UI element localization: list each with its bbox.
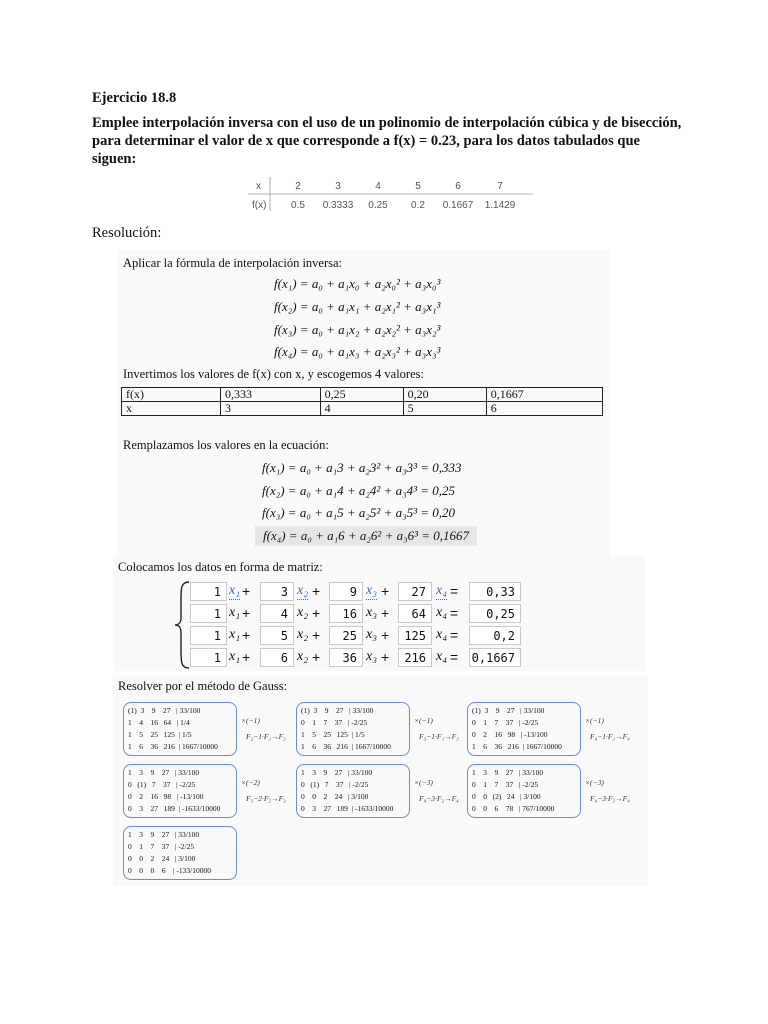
equals-sign: = (450, 649, 459, 665)
plus-sign: + (381, 583, 390, 599)
substituted-equation-2: f(x₂) = a₀ + a₁4 + a₂4² + a₃4³ = 0,25 (262, 483, 456, 498)
matrix-coefficient-cell[interactable]: 9 (329, 582, 363, 601)
gauss-matrix-row: 1 3 9 27 | 33/100 (128, 768, 200, 777)
plus-sign: + (312, 627, 321, 643)
gauss-matrix-row: 1 6 36 216 | 1667/10000 (472, 742, 562, 751)
table-fx-value: 0.3333 (322, 200, 354, 211)
matrix-coefficient-cell[interactable]: 1 (190, 582, 227, 601)
gauss-matrix-row: 0 1 7 37 | -2/25 (472, 780, 539, 789)
gauss-matrix (123, 764, 243, 820)
plus-sign: + (242, 583, 251, 599)
row-operation-note: F₃−1·F₁→F₃ (419, 732, 459, 741)
interp-equation-4: f(x₄) = a₀ + a₁x₃ + a₂x₃² + a₃x₃³ (274, 344, 441, 359)
row-multiplier-note: ×(−3) (585, 778, 604, 787)
matrix-variable-label: x₂ (297, 583, 309, 598)
plus-sign: + (312, 583, 321, 599)
matrix-variable-label: x₂ (297, 605, 309, 620)
gauss-matrix-row: (1) 3 9 27 | 33/100 (472, 706, 545, 715)
matrix-variable-label: x₁ (229, 627, 241, 642)
matrix-coefficient-cell[interactable]: 1 (190, 626, 227, 645)
matrix-variable-label: x₄ (436, 627, 448, 642)
gauss-matrix-row: 1 5 25 125 | 1/5 (301, 730, 365, 739)
matrix-coefficient-cell[interactable]: 4 (260, 604, 294, 623)
row-operation-note: F₄−3·F₂→F₄ (419, 794, 459, 803)
row-multiplier-note: ×(−3) (414, 778, 433, 787)
table-x-value: 4 (375, 181, 381, 192)
resolution-label: Resolución: (92, 225, 162, 241)
step1-title: Aplicar la fórmula de interpolación inversa: (123, 256, 343, 270)
table-x-value: 5 (415, 181, 421, 192)
table-fx-value: 1.1429 (484, 200, 516, 211)
matrix-coefficient-cell[interactable]: 16 (329, 604, 363, 623)
gauss-matrix-row: 0 1 7 37 | -2/25 (472, 718, 539, 727)
row-multiplier-note: ×(−1) (585, 716, 604, 725)
matrix-coefficient-cell[interactable]: 1 (190, 604, 227, 623)
gauss-matrix-row: 0 0 6 78 | 767/10000 (472, 804, 555, 813)
matrix-coefficient-cell[interactable]: 36 (329, 648, 363, 667)
inverted-table-row-x: x 3 4 5 6 (122, 402, 603, 416)
matrix-variable-label: x₁ (229, 583, 241, 598)
matrix-coefficient-cell[interactable]: 125 (398, 626, 432, 645)
matrix-variable-label: x₁ (229, 605, 241, 620)
matrix-result-cell[interactable]: 0,2 (469, 626, 521, 645)
matrix-coefficient-cell[interactable]: 1 (190, 648, 227, 667)
matrix-variable-label: x₃ (366, 649, 378, 664)
plus-sign: + (312, 649, 321, 665)
table-fx-value: 0.5 (291, 200, 305, 211)
gauss-matrix-row: 0 3 27 189 | -1633/10000 (128, 804, 221, 813)
interp-equation-3: f(x₃) = a₀ + a₁x₂ + a₂x₂² + a₃x₂³ (274, 322, 441, 337)
row-multiplier-note: ×(−2) (241, 778, 260, 787)
solution-steps-panel (117, 250, 610, 560)
step3-title: Remplazamos los valores en la ecuación: (123, 438, 329, 452)
gauss-matrix-row: 0 2 16 98 | -13/100 (128, 792, 204, 801)
gauss-matrix-row: 1 3 9 27 | 33/100 (472, 768, 544, 777)
plus-sign: + (312, 605, 321, 621)
inverted-table-row-fx: f(x) 0,333 0,25 0,20 0,1667 (122, 388, 603, 402)
row-multiplier-note: ×(−1) (241, 716, 260, 725)
matrix-result-cell[interactable]: 0,1667 (469, 648, 521, 667)
matrix-coefficient-cell[interactable]: 25 (329, 626, 363, 645)
matrix-form-title: Colocamos los datos en forma de matriz: (118, 560, 323, 574)
matrix-variable-label: x₁ (229, 649, 241, 664)
gauss-matrix (467, 764, 587, 820)
matrix-variable-label: x₄ (436, 605, 448, 620)
equals-sign: = (450, 583, 459, 599)
interp-equation-1: f(x₁) = a₀ + a₁x₀ + a₂x₀² + a₃x₀³ (274, 276, 441, 291)
plus-sign: + (381, 605, 390, 621)
gauss-matrix-row: 1 3 9 27 | 33/100 (301, 768, 373, 777)
gauss-matrix-row: 0 0 2 24 | 3/100 (128, 854, 196, 863)
substituted-equation-4: f(x₄) = a₀ + a₁6 + a₂6² + a₃6³ = 0,1667 (255, 526, 477, 546)
matrix-variable-label: x₄ (436, 649, 448, 664)
gauss-matrix (296, 764, 416, 820)
matrix-coefficient-cell[interactable]: 3 (260, 582, 294, 601)
gauss-matrix-row: 1 6 36 216 | 1667/10000 (301, 742, 391, 751)
gauss-matrix (123, 826, 243, 882)
problem-statement: Emplee interpolación inversa con el uso de un polinomio de interpolación cúbica y de bisección, para determinar el valor de x que corresponde a f(x) = 0.23, para los datos tabulados que siguen: (92, 115, 682, 167)
matrix-result-cell[interactable]: 0,25 (469, 604, 521, 623)
gauss-method-panel (113, 676, 648, 886)
table-fx-value: 0.1667 (442, 200, 474, 211)
plus-sign: + (242, 605, 251, 621)
inverted-values-table (121, 387, 603, 416)
table-fx-label: f(x) (252, 200, 267, 211)
gauss-matrix (296, 702, 416, 758)
gauss-matrix-row: 1 3 9 27 | 33/100 (128, 830, 200, 839)
interp-equation-2: f(x₂) = a₀ + a₁x₁ + a₂x₁² + a₃x₁³ (274, 299, 441, 314)
gauss-matrix-row: 0 0 2 24 | 3/100 (301, 792, 369, 801)
table-x-value: 3 (335, 181, 341, 192)
gauss-matrix-row: 1 6 36 216 | 1667/10000 (128, 742, 218, 751)
plus-sign: + (242, 627, 251, 643)
matrix-variable-label: x₃ (366, 605, 378, 620)
matrix-result-cell[interactable]: 0,33 (469, 582, 521, 601)
matrix-variable-label: x₂ (297, 649, 309, 664)
equals-sign: = (450, 605, 459, 621)
substituted-equation-3: f(x₃) = a₀ + a₁5 + a₂5² + a₃5³ = 0,20 (262, 505, 456, 520)
gauss-matrix (467, 702, 587, 758)
gauss-matrix-row: 0 3 27 189 | -1633/10000 (301, 804, 394, 813)
equals-sign: = (450, 627, 459, 643)
matrix-variable-label: x₃ (366, 627, 378, 642)
gauss-matrix-row: 0 2 16 98 | -13/100 (472, 730, 548, 739)
row-operation-note: F₄−3·F₃→F₄ (590, 794, 630, 803)
gauss-matrix-row: 0 0 (2) 24 | 3/100 (472, 792, 541, 801)
gauss-matrix-row: 1 5 25 125 | 1/5 (128, 730, 192, 739)
plus-sign: + (381, 649, 390, 665)
row-operation-note: F₂−1·F₁→F₂ (246, 732, 286, 741)
gauss-matrix-row: 0 0 0 6 | -133/10000 (128, 866, 211, 875)
gauss-title: Resolver por el método de Gauss: (118, 679, 288, 693)
step2-title: Invertimos los valores de f(x) con x, y escogemos 4 valores: (123, 367, 424, 381)
row-multiplier-note: ×(−1) (414, 716, 433, 725)
matrix-form-panel (113, 556, 645, 671)
gauss-matrix-row: (1) 3 9 27 | 33/100 (301, 706, 374, 715)
matrix-coefficient-cell[interactable]: 6 (260, 648, 294, 667)
table-x-value: 7 (497, 181, 503, 192)
matrix-variable-label: x₂ (297, 627, 309, 642)
table-fx-value: 0.25 (368, 200, 388, 211)
row-operation-note: F₄−1·F₁→F₄ (590, 732, 630, 741)
plus-sign: + (381, 627, 390, 643)
gauss-matrix-row: (1) 3 9 27 | 33/100 (128, 706, 201, 715)
gauss-matrix-row: 0 1 7 37 | -2/25 (128, 842, 195, 851)
tabulated-data-table (248, 175, 533, 215)
matrix-variable-label: x₃ (366, 583, 378, 598)
gauss-matrix-row: 0 (1) 7 37 | -2/25 (301, 780, 369, 789)
table-x-label: x (256, 181, 261, 192)
matrix-coefficient-cell[interactable]: 216 (398, 648, 432, 667)
exercise-heading: Ejercicio 18.8 (92, 90, 177, 106)
matrix-coefficient-cell[interactable]: 27 (398, 582, 432, 601)
matrix-variable-label: x₄ (436, 583, 448, 598)
table-x-value: 2 (295, 181, 301, 192)
gauss-matrix-row: 0 1 7 37 | -2/25 (301, 718, 368, 727)
matrix-coefficient-cell[interactable]: 64 (398, 604, 432, 623)
plus-sign: + (242, 649, 251, 665)
gauss-matrix-row: 1 4 16 64 | 1/4 (128, 718, 190, 727)
substituted-equation-1: f(x₁) = a₀ + a₁3 + a₂3² + a₃3³ = 0,333 (262, 460, 462, 475)
table-fx-value: 0.2 (411, 200, 425, 211)
matrix-coefficient-cell[interactable]: 5 (260, 626, 294, 645)
row-operation-note: F₃−2·F₂→F₃ (246, 794, 286, 803)
gauss-matrix-row: 0 (1) 7 37 | -2/25 (128, 780, 196, 789)
table-x-value: 6 (455, 181, 461, 192)
gauss-matrix (123, 702, 243, 758)
